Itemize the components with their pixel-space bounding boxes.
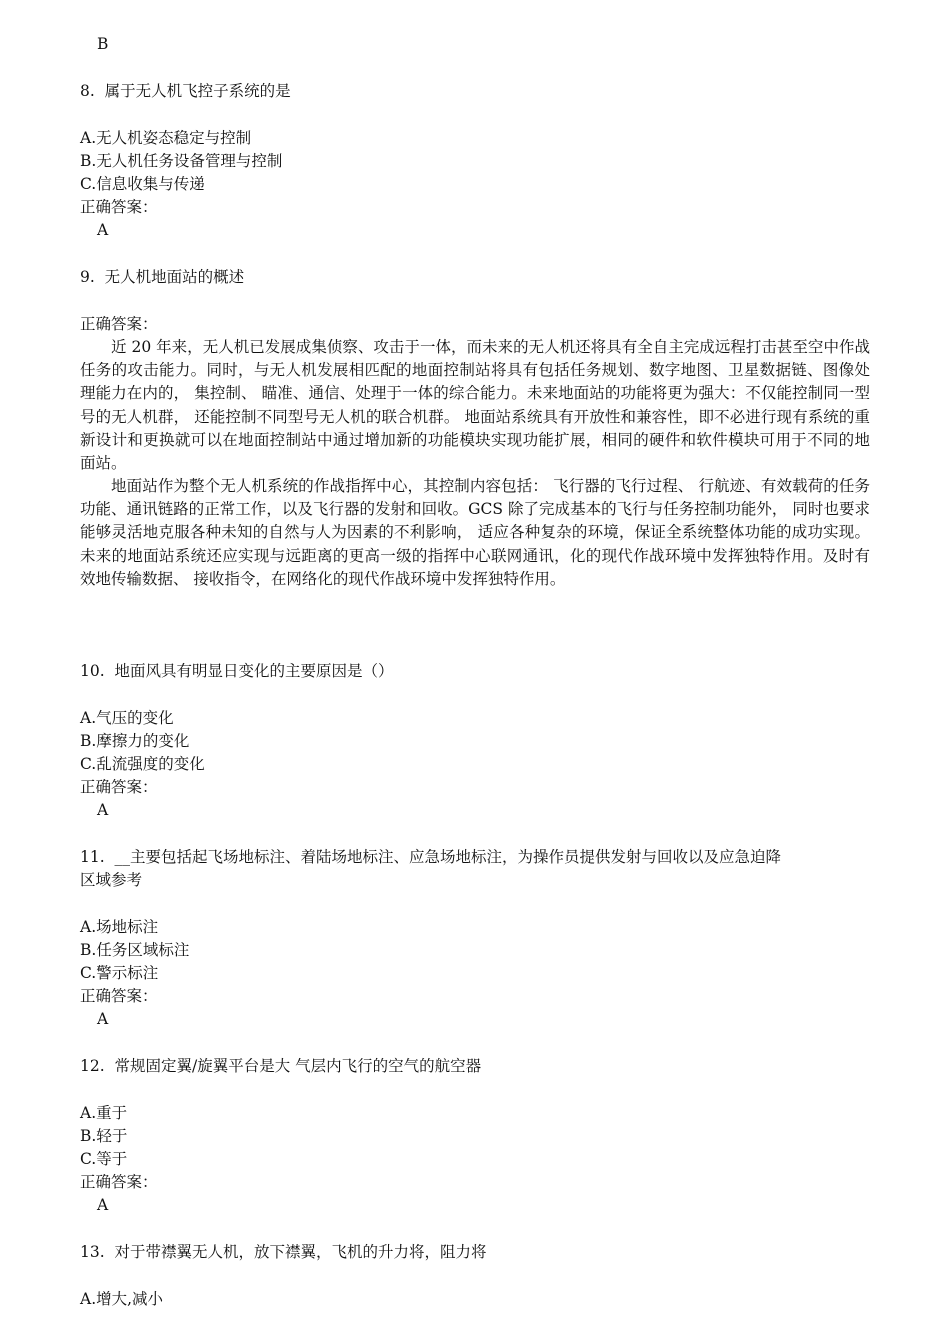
question-11-stem	[80, 846, 781, 869]
option-c: C.乱流强度的变化	[80, 755, 205, 773]
previous-answer: B	[97, 35, 109, 53]
question-text: 对于带襟翼无人机，放下襟翼，飞机的升力将，阻力将	[114, 1243, 487, 1261]
answer-value: A	[97, 801, 109, 819]
question-9-stem	[80, 266, 244, 289]
question-text: 无人机地面站的概述	[104, 268, 245, 286]
answer-value: A	[97, 221, 109, 239]
option-b: B.无人机任务设备管理与控制	[80, 152, 283, 170]
answer-value: A	[97, 1010, 109, 1028]
answer-label: 正确答案：	[80, 1173, 158, 1191]
question-10-stem	[80, 660, 394, 683]
option-c: C.等于	[80, 1150, 128, 1168]
option-b: B.摩擦力的变化	[80, 732, 190, 750]
question-11-stem-continued: 区域参考	[80, 871, 143, 889]
answer-label: 正确答案：	[80, 315, 158, 333]
option-a: A.场地标注	[80, 918, 159, 936]
answer-label: 正确答案：	[80, 198, 158, 216]
question-number: 11.	[80, 848, 105, 866]
option-a: A.增大,减小	[80, 1290, 164, 1308]
option-c: C.信息收集与传递	[80, 175, 205, 193]
answer-label: 正确答案：	[80, 987, 158, 1005]
question-number: 9.	[80, 268, 95, 286]
option-c: C.警示标注	[80, 964, 159, 982]
answer-value: A	[97, 1196, 109, 1214]
answer-paragraph-1: 近 20 年来，无人机已发展成集侦察、攻击于一体，而未来的无人机还将具有全自主完成远程打击甚至空中作战任务的攻击能力。同时，与无人机发展相匹配的地面控制站将具有包括任务规划、数字地图、卫星数据链、图像处理能力在内的， 集控制、 瞄准、通信、处理于一体的综合能力。未来地面站的功能将更为强大：不仅能控制同一型号的无人机群， 还能控制不同型号无人机的联合机群。 地面站系统具有开放性和兼容性，即不必进行现有系统的重新设计和更换就可以在地面控制站中通过增加新的功能模块实现功能扩展，相同的硬件和软件模块可用于不同的地面站。	[80, 338, 870, 473]
answer-label: 正确答案：	[80, 778, 158, 796]
question-text: 地面风具有明显日变化的主要原因是（）	[114, 662, 394, 680]
option-a: A.无人机姿态稳定与控制	[80, 129, 252, 147]
question-text: 常规固定翼/旋翼平台是大 气层内飞行的空气的航空器	[114, 1057, 482, 1075]
question-12-stem	[80, 1055, 481, 1078]
answer-paragraph-2: 地面站作为整个无人机系统的作战指挥中心，其控制内容包括： 飞行器的飞行过程、 行航迹、有效载荷的任务功能、通讯链路的正常工作，以及飞行器的发射和回收。GCS 除了完成基本的飞行与任务控制功能外， 同时也要求能够灵活地克服各种未知的自然与人为因素的不利影响， 适应各种复杂的环境，保证全系统整体功能的成功实现。未来的地面站系统还应实现与远距离的更高一级的指挥中心联网通讯，化的现代作战环境中发挥独特作用。及时有效地传输数据、 接收指令，在网络化的现代作战环境中发挥独特作用。	[80, 477, 870, 588]
question-text: 属于无人机飞控子系统的是	[104, 82, 291, 100]
option-a: A.气压的变化	[80, 709, 174, 727]
question-number: 12.	[80, 1057, 105, 1075]
question-text: __主要包括起飞场地标注、着陆场地标注、应急场地标注，为操作员提供发射与回收以及应急迫降	[114, 848, 782, 866]
option-a: A.重于	[80, 1104, 128, 1122]
question-number: 10.	[80, 662, 105, 680]
option-b: B.轻于	[80, 1127, 128, 1145]
question-number: 13.	[80, 1243, 105, 1261]
question-8-stem	[80, 80, 291, 103]
option-b: B.任务区域标注	[80, 941, 190, 959]
question-number: 8.	[80, 82, 95, 100]
question-13-stem	[80, 1241, 487, 1264]
